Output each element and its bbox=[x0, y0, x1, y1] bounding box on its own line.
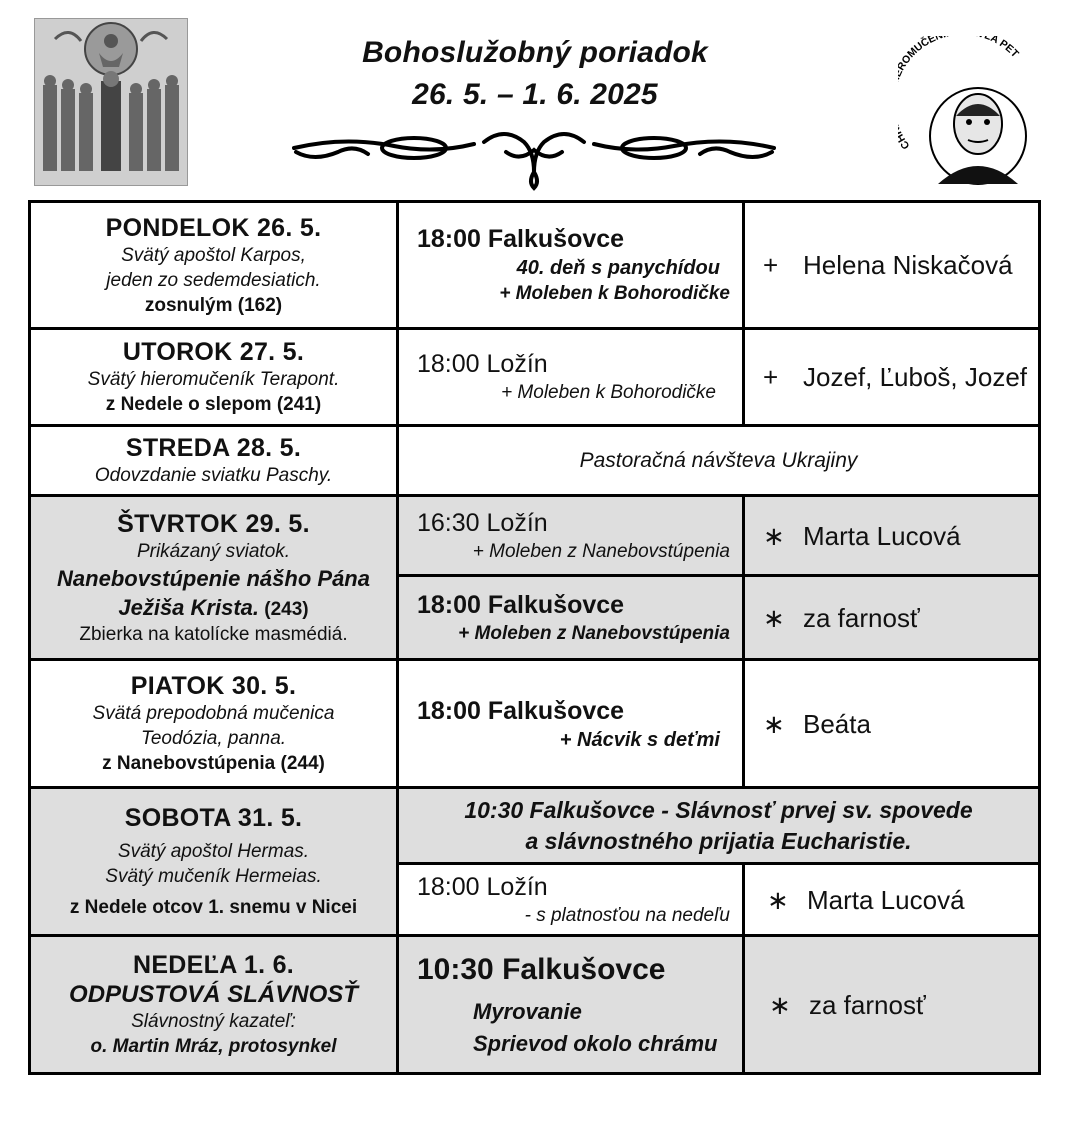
intention-text: Marta Lucová bbox=[803, 520, 961, 551]
feast-line: Svätý apoštol Hermas. bbox=[117, 841, 310, 862]
service-cell-thursday-2 bbox=[398, 576, 744, 660]
service-time-place: 16:30 Ložín bbox=[417, 508, 548, 537]
feast-line: Svätý apoštol Karpos, bbox=[121, 244, 306, 266]
service-detail: Sprievod okolo chrámu bbox=[473, 1030, 718, 1056]
day-cell-thursday bbox=[30, 496, 398, 660]
service-time-place: 18:00 Falkušovce bbox=[417, 225, 625, 253]
service-cell-tuesday bbox=[398, 329, 744, 426]
day-name: PONDELOK 26. 5. bbox=[105, 213, 322, 242]
intention-cell-thursday-1 bbox=[744, 496, 1040, 576]
service-detail: 40. deň s panychídou bbox=[516, 257, 720, 279]
intention-text: Jozef, Ľuboš, Jozef bbox=[803, 362, 1028, 392]
page-header bbox=[0, 0, 1074, 200]
service-detail: - s platnosťou na nedeľu bbox=[524, 904, 730, 926]
day-name: PIATOK 30. 5. bbox=[130, 672, 297, 700]
feast-line: Prikázaný sviatok. bbox=[136, 540, 291, 562]
service-time-place: 18:00 Ložín bbox=[417, 872, 548, 901]
collection-note: Zbierka na katolícke masmédiá. bbox=[79, 623, 348, 645]
page-title bbox=[280, 32, 790, 116]
intention-text: Helena Niskačová bbox=[803, 250, 1013, 280]
intention-cell-sunday bbox=[744, 936, 1040, 1074]
day-name: ŠTVRTOK 29. 5. bbox=[117, 509, 310, 538]
asterisk-icon: ∗ bbox=[769, 989, 791, 1020]
service-detail: + Moleben z Nanebovstúpenia bbox=[458, 622, 730, 644]
feast-line: Svätý mučeník Hermeias. bbox=[105, 866, 322, 887]
service-detail: + Moleben k Bohorodičke bbox=[499, 283, 730, 304]
intention-text: za farnosť bbox=[803, 602, 920, 633]
service-time-place: 18:00 Falkušovce bbox=[417, 696, 625, 725]
intention-text: za farnosť bbox=[809, 989, 926, 1020]
feast-line: Slávnostný kazateľ: bbox=[131, 1011, 296, 1032]
day-name: UTOROK 27. 5. bbox=[122, 338, 305, 366]
table-row-monday bbox=[30, 202, 1040, 329]
table-row-saturday bbox=[30, 788, 1040, 864]
asterisk-icon: ∗ bbox=[763, 708, 785, 739]
service-time-place: 18:00 Falkušovce bbox=[417, 590, 625, 619]
asterisk-icon: ∗ bbox=[763, 520, 785, 551]
service-detail: + Nácvik s deťmi bbox=[559, 728, 720, 751]
table-row-wednesday bbox=[30, 426, 1040, 496]
ornament-flourish bbox=[284, 122, 784, 192]
intention-text: Beáta bbox=[803, 708, 871, 739]
service-cell-friday bbox=[398, 660, 744, 788]
intention-cell-saturday bbox=[744, 864, 1040, 936]
first-communion-note bbox=[398, 788, 1040, 864]
service-cell-sunday bbox=[398, 936, 744, 1074]
day-cell-wednesday bbox=[30, 426, 398, 496]
day-cell-monday bbox=[30, 202, 398, 329]
asterisk-icon: ∗ bbox=[767, 884, 789, 915]
service-cell-thursday-1 bbox=[398, 496, 744, 576]
feast-line: jeden zo sedemdesiatich. bbox=[106, 269, 321, 291]
day-cell-tuesday bbox=[30, 329, 398, 426]
service-time-place: 10:30 Falkušovce bbox=[417, 952, 666, 986]
service-cell-monday bbox=[398, 202, 744, 329]
day-name: SOBOTA 31. 5. bbox=[124, 804, 303, 832]
feast-title: ODPUSTOVÁ SLÁVNOSŤ bbox=[69, 981, 358, 1008]
intention-cell-monday bbox=[744, 202, 1040, 329]
intention-text: Marta Lucová bbox=[807, 884, 965, 915]
intention-cell-friday bbox=[744, 660, 1040, 788]
logo-text: C OMUČE LA PET bbox=[898, 36, 1021, 152]
liturgy-note: zosnulým (162) bbox=[144, 294, 283, 316]
title-line-2: 26. 5. – 1. 6. 2025 bbox=[412, 78, 658, 111]
liturgy-note: z Nedele o slepom (241) bbox=[105, 394, 322, 415]
table-row-friday bbox=[30, 660, 1040, 788]
liturgy-note: z Nedele otcov 1. snemu v Nicei bbox=[69, 897, 358, 918]
feast-title: Ježiša Krista. bbox=[118, 594, 259, 620]
service-cell-saturday bbox=[398, 864, 744, 936]
day-cell-saturday bbox=[30, 788, 398, 936]
liturgy-note: (243) bbox=[259, 598, 309, 620]
table-row-tuesday bbox=[30, 329, 1040, 426]
preacher-name: o. Martin Mráz, protosynkel bbox=[90, 1036, 337, 1057]
asterisk-icon: ∗ bbox=[763, 602, 785, 633]
day-name: STREDA 28. 5. bbox=[125, 434, 302, 462]
service-time-place: 18:00 Ložín bbox=[417, 350, 548, 378]
church-logo bbox=[898, 36, 1034, 186]
ascension-icon-image bbox=[34, 18, 188, 186]
service-detail: + Moleben z Nanebovstúpenia bbox=[472, 540, 730, 562]
table-row-thursday bbox=[30, 496, 1040, 576]
plus-icon: + bbox=[763, 250, 779, 280]
feast-line: Svätá prepodobná mučenica bbox=[92, 703, 335, 724]
plus-icon: + bbox=[763, 362, 779, 392]
intention-cell-thursday-2 bbox=[744, 576, 1040, 660]
feast-line: Teodózia, panna. bbox=[140, 728, 287, 749]
schedule-table bbox=[28, 200, 1041, 1075]
event-line: a slávnostného prijatia Eucharistie. bbox=[525, 827, 912, 854]
day-name: NEDEĽA 1. 6. bbox=[132, 951, 295, 979]
feast-title: Nanebovstúpenie nášho Pána bbox=[57, 565, 370, 591]
day-cell-sunday bbox=[30, 936, 398, 1074]
feast-line: Odovzdanie sviatku Paschy. bbox=[94, 465, 333, 486]
intention-cell-tuesday bbox=[744, 329, 1040, 426]
event-line: 10:30 Falkušovce - Slávnosť prvej sv. spovede bbox=[464, 796, 973, 823]
service-detail: + Moleben k Bohorodičke bbox=[501, 382, 716, 403]
table-row-sunday bbox=[30, 936, 1040, 1074]
title-line-1: Bohoslužobný poriadok bbox=[362, 36, 708, 69]
service-detail: Myrovanie bbox=[473, 998, 582, 1024]
pastoral-visit-note: Pastoračná návšteva Ukrajiny bbox=[398, 426, 1040, 496]
feast-line: Svätý hieromučeník Terapont. bbox=[87, 369, 340, 390]
day-cell-friday bbox=[30, 660, 398, 788]
liturgy-note: z Nanebovstúpenia (244) bbox=[102, 753, 325, 774]
